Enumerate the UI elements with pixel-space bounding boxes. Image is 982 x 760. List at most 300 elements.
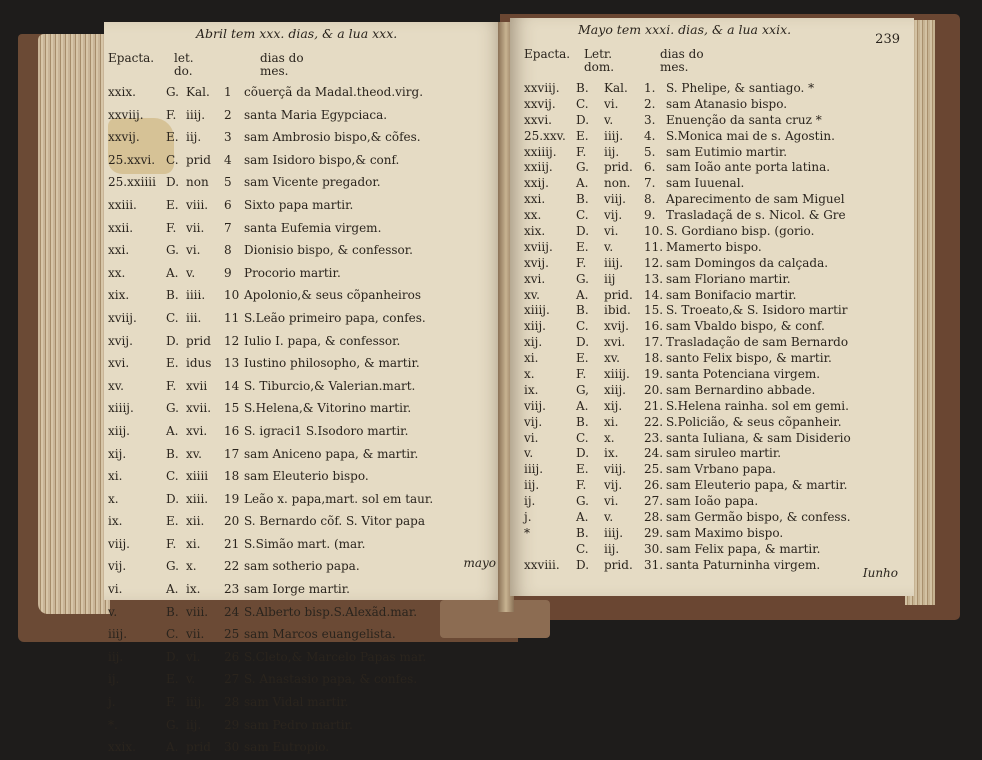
letter-cell: G, bbox=[576, 382, 589, 397]
epacta-cell: v. bbox=[108, 604, 118, 619]
day-number-cell: 19. bbox=[644, 367, 664, 382]
saint-cell: sam Domingos da calçada. bbox=[666, 255, 829, 270]
saint-cell: santa Iuliana, & sam Disiderio bbox=[666, 430, 851, 445]
roman-date-cell: viii. bbox=[186, 604, 209, 619]
day-number-cell: 17 bbox=[224, 446, 240, 461]
roman-date-cell: iiij. bbox=[604, 525, 624, 540]
day-number-cell: 18 bbox=[224, 469, 240, 484]
saint-cell: sam Aniceno papa, & martir. bbox=[244, 446, 419, 461]
calendar-row bbox=[510, 539, 914, 555]
roman-date-cell: iiij. bbox=[604, 128, 624, 143]
letter-cell: C. bbox=[576, 319, 589, 334]
calendar-row bbox=[104, 398, 506, 421]
epacta-cell: xxix. bbox=[108, 85, 136, 99]
calendar-row bbox=[104, 511, 506, 534]
day-number-cell: 26. bbox=[644, 478, 664, 493]
epacta-cell: ix. bbox=[108, 514, 123, 529]
letter-cell: B. bbox=[576, 81, 589, 95]
letter-cell: D. bbox=[576, 557, 590, 572]
saint-cell: Sixto papa martir. bbox=[244, 197, 354, 212]
right-page bbox=[510, 18, 914, 596]
day-number-cell: 5. bbox=[644, 144, 656, 159]
letter-cell: B. bbox=[166, 604, 179, 619]
day-number-cell: 10 bbox=[224, 288, 240, 303]
calendar-list-april bbox=[104, 82, 506, 760]
calendar-row bbox=[510, 475, 914, 491]
day-number-cell: 4. bbox=[644, 128, 656, 143]
calendar-row bbox=[510, 142, 914, 158]
roman-date-cell: xij. bbox=[604, 398, 623, 413]
calendar-row bbox=[510, 459, 914, 475]
epacta-cell: xxviij. bbox=[524, 81, 560, 95]
header-epacta: Epacta. bbox=[524, 47, 571, 61]
roman-date-cell: vij. bbox=[604, 208, 623, 223]
saint-cell: sam Bonifacio martir. bbox=[666, 287, 797, 302]
letter-cell: G. bbox=[166, 243, 179, 258]
calendar-row bbox=[510, 78, 914, 94]
letter-cell: C. bbox=[166, 152, 179, 167]
calendar-row bbox=[510, 316, 914, 332]
letter-cell: A. bbox=[576, 176, 589, 191]
calendar-row bbox=[510, 253, 914, 269]
letter-cell: D. bbox=[576, 335, 590, 350]
header-dias: dias do mes. bbox=[260, 51, 304, 78]
epacta-cell: vij. bbox=[524, 414, 543, 429]
epacta-cell: xij. bbox=[524, 335, 543, 350]
letter-cell: A. bbox=[166, 740, 179, 755]
epacta-cell: xxii. bbox=[108, 220, 134, 235]
epacta-cell: iiij. bbox=[524, 462, 544, 477]
roman-date-cell: vi. bbox=[604, 494, 619, 509]
roman-date-cell: vii. bbox=[186, 627, 205, 642]
day-number-cell: 28. bbox=[644, 510, 664, 525]
roman-date-cell: iii. bbox=[186, 310, 202, 325]
day-number-cell: 17. bbox=[644, 335, 664, 350]
day-number-cell: 14 bbox=[224, 378, 240, 393]
epacta-cell: xix. bbox=[108, 288, 130, 303]
letter-cell: E. bbox=[576, 462, 589, 477]
day-number-cell: 28 bbox=[224, 695, 240, 710]
saint-cell: Aparecimento de sam Miguel bbox=[666, 192, 845, 207]
calendar-row bbox=[510, 94, 914, 110]
saint-cell: sam Iorge martir. bbox=[244, 582, 350, 597]
saint-cell: sam Atanasio bispo. bbox=[666, 96, 788, 111]
epacta-cell: ix. bbox=[524, 382, 539, 397]
day-number-cell: 15 bbox=[224, 401, 240, 416]
epacta-cell: xxviij. bbox=[108, 107, 144, 122]
saint-cell: santa Maria Egypciaca. bbox=[244, 107, 388, 122]
letter-cell: G. bbox=[166, 85, 179, 99]
calendar-row bbox=[104, 150, 506, 173]
roman-date-cell: non bbox=[186, 175, 209, 190]
epacta-cell: xviij. bbox=[524, 239, 553, 254]
epacta-cell: xiiij. bbox=[524, 303, 550, 318]
saint-cell: sam Isidoro bispo,& conf. bbox=[244, 152, 400, 167]
letter-cell: D. bbox=[576, 446, 590, 461]
epacta-cell: xiiij. bbox=[108, 401, 134, 416]
letter-cell: B. bbox=[576, 525, 589, 540]
epacta-cell: xxix. bbox=[108, 740, 136, 755]
calendar-row bbox=[510, 269, 914, 285]
epacta-cell: xxiii. bbox=[108, 197, 137, 212]
roman-date-cell: vi. bbox=[604, 224, 619, 239]
calendar-row bbox=[104, 263, 506, 286]
calendar-row bbox=[510, 412, 914, 428]
calendar-row bbox=[104, 489, 506, 512]
calendar-row bbox=[510, 237, 914, 253]
saint-cell: sam Germão bispo, & confess. bbox=[666, 510, 851, 525]
epacta-cell: 25.xxv. bbox=[524, 128, 566, 143]
calendar-list-may bbox=[510, 78, 914, 571]
calendar-row bbox=[104, 331, 506, 354]
calendar-row bbox=[510, 523, 914, 539]
roman-date-cell: vij. bbox=[604, 478, 623, 493]
saint-cell: S. igraci1 S.Isodoro martir. bbox=[244, 423, 409, 438]
calendar-row bbox=[510, 300, 914, 316]
calendar-row bbox=[510, 110, 914, 126]
epacta-cell: xxij. bbox=[524, 176, 549, 191]
day-number-cell: 24. bbox=[644, 446, 664, 461]
epacta-cell: viij. bbox=[524, 398, 546, 413]
day-number-cell: 9 bbox=[224, 265, 232, 280]
saint-cell: S.Helena rainha. sol em gemi. bbox=[666, 398, 849, 413]
letter-cell: E. bbox=[576, 239, 589, 254]
day-number-cell: 8. bbox=[644, 192, 656, 207]
day-number-cell: 11 bbox=[224, 310, 240, 325]
letter-cell: B. bbox=[576, 414, 589, 429]
day-number-cell: 1. bbox=[644, 81, 656, 95]
saint-cell: S. Tiburcio,& Valerian.mart. bbox=[244, 378, 416, 393]
saint-cell: santa Paturninha virgem. bbox=[666, 557, 821, 572]
epacta-cell: iij. bbox=[108, 649, 124, 664]
roman-date-cell: x. bbox=[186, 559, 197, 574]
letter-cell: C. bbox=[576, 208, 589, 223]
epacta-cell: xxi. bbox=[108, 243, 130, 258]
saint-cell: sam Floriano martir. bbox=[666, 271, 791, 286]
roman-date-cell: xi. bbox=[604, 414, 619, 429]
calendar-row bbox=[510, 555, 914, 571]
roman-date-cell: v. bbox=[186, 672, 196, 687]
calendar-row bbox=[510, 332, 914, 348]
saint-cell: Enuenção da santa cruz * bbox=[666, 112, 822, 127]
roman-date-cell: ix. bbox=[604, 446, 619, 461]
calendar-row bbox=[510, 443, 914, 459]
page-title-may: Mayo tem xxxi. dias, & a lua xxix. bbox=[578, 22, 792, 37]
saint-cell: sam Iuuenal. bbox=[666, 176, 745, 191]
epacta-cell: xi. bbox=[524, 351, 539, 366]
epacta-cell: iiij. bbox=[108, 627, 128, 642]
roman-date-cell: iiij. bbox=[186, 107, 206, 122]
day-number-cell: 19 bbox=[224, 491, 240, 506]
epacta-cell: xvij. bbox=[108, 333, 133, 348]
calendar-row bbox=[104, 602, 506, 625]
calendar-row bbox=[104, 556, 506, 579]
roman-date-cell: prid bbox=[186, 152, 211, 167]
roman-date-cell: v. bbox=[604, 239, 614, 254]
roman-date-cell: vii. bbox=[186, 220, 205, 235]
epacta-cell: 25.xxvi. bbox=[108, 152, 156, 167]
roman-date-cell: idus bbox=[186, 356, 212, 371]
letter-cell: D. bbox=[576, 224, 590, 239]
epacta-cell: xxi. bbox=[524, 192, 546, 207]
day-number-cell: 7. bbox=[644, 176, 656, 191]
epacta-cell: xi. bbox=[108, 469, 123, 484]
calendar-row bbox=[104, 715, 506, 738]
calendar-row bbox=[510, 396, 914, 412]
epacta-cell: xij. bbox=[108, 446, 127, 461]
day-number-cell: 22. bbox=[644, 414, 664, 429]
epacta-cell: xx. bbox=[108, 265, 126, 280]
day-number-cell: 16 bbox=[224, 423, 240, 438]
header-letra: Letr. dom. bbox=[584, 47, 615, 74]
letter-cell: C. bbox=[166, 627, 179, 642]
roman-date-cell: xvi. bbox=[604, 335, 626, 350]
saint-cell: sam Eleuterio papa, & martir. bbox=[666, 478, 848, 493]
saint-cell: S.Policião, & seus cõpanheir. bbox=[666, 414, 842, 429]
epacta-cell: xxvij. bbox=[108, 130, 140, 145]
day-number-cell: 23. bbox=[644, 430, 664, 445]
epacta-cell: xix. bbox=[524, 224, 546, 239]
day-number-cell: 15. bbox=[644, 303, 664, 318]
saint-cell: S.Helena,& Vitorino martir. bbox=[244, 401, 412, 416]
day-number-cell: 4 bbox=[224, 152, 232, 167]
day-number-cell: 22 bbox=[224, 559, 240, 574]
letter-cell: C. bbox=[576, 96, 589, 111]
roman-date-cell: iij bbox=[604, 271, 616, 286]
epacta-cell: v. bbox=[524, 446, 534, 461]
saint-cell: Trasladaçã de s. Nicol. & Gre bbox=[666, 208, 846, 223]
epacta-cell: 25.xxiiii bbox=[108, 175, 156, 190]
letter-cell: C. bbox=[166, 310, 179, 325]
roman-date-cell: xiii. bbox=[186, 491, 209, 506]
calendar-row bbox=[104, 308, 506, 331]
epacta-cell: j. bbox=[524, 510, 532, 525]
epacta-cell: xiij. bbox=[108, 423, 130, 438]
day-number-cell: 2. bbox=[644, 96, 656, 111]
epacta-cell: xvi. bbox=[108, 356, 130, 371]
calendar-row bbox=[104, 737, 506, 760]
epacta-cell: * bbox=[524, 525, 530, 540]
letter-cell: E. bbox=[166, 356, 179, 371]
letter-cell: G. bbox=[576, 494, 589, 509]
day-number-cell: 26 bbox=[224, 649, 240, 664]
roman-date-cell: viii. bbox=[186, 197, 209, 212]
roman-date-cell: ibid. bbox=[604, 303, 631, 318]
letter-cell: F. bbox=[576, 478, 587, 493]
epacta-cell: xviij. bbox=[108, 310, 137, 325]
calendar-row bbox=[510, 507, 914, 523]
roman-date-cell: iiii. bbox=[186, 288, 206, 303]
roman-date-cell: v. bbox=[604, 510, 614, 525]
calendar-row bbox=[104, 240, 506, 263]
letter-cell: G. bbox=[166, 401, 179, 416]
roman-date-cell: xiiij. bbox=[604, 367, 630, 382]
saint-cell: sam Maximo bispo. bbox=[666, 525, 784, 540]
saint-cell: Leão x. papa,mart. sol em taur. bbox=[244, 491, 434, 506]
letter-cell: G. bbox=[166, 717, 179, 732]
calendar-row bbox=[510, 205, 914, 221]
roman-date-cell: non. bbox=[604, 176, 631, 191]
epacta-cell: vij. bbox=[108, 559, 127, 574]
day-number-cell: 8 bbox=[224, 243, 232, 258]
saint-cell: S.Cleto,& Marcelo Papas mar. bbox=[244, 649, 427, 664]
day-number-cell: 13 bbox=[224, 356, 240, 371]
saint-cell: santa Potenciana virgem. bbox=[666, 367, 821, 382]
epacta-cell: x. bbox=[524, 367, 535, 382]
day-number-cell: 24 bbox=[224, 604, 240, 619]
letter-cell: D. bbox=[166, 649, 180, 664]
catchword: Iunho bbox=[862, 566, 898, 580]
letter-cell: F. bbox=[166, 378, 177, 393]
letter-cell: E. bbox=[576, 128, 589, 143]
letter-cell: E. bbox=[166, 672, 179, 687]
day-number-cell: 20. bbox=[644, 382, 664, 397]
day-number-cell: 1 bbox=[224, 85, 232, 99]
calendar-row bbox=[510, 157, 914, 173]
epacta-cell: ij. bbox=[524, 494, 536, 509]
saint-cell: santo Felix bispo, & martir. bbox=[666, 351, 832, 366]
day-number-cell: 9. bbox=[644, 208, 656, 223]
epacta-cell: xvi. bbox=[524, 271, 546, 286]
day-number-cell: 12. bbox=[644, 255, 664, 270]
saint-cell: sam Ioão papa. bbox=[666, 494, 759, 509]
roman-date-cell: xvii. bbox=[186, 401, 212, 416]
day-number-cell: 11. bbox=[644, 239, 664, 254]
calendar-row bbox=[510, 380, 914, 396]
calendar-row bbox=[510, 364, 914, 380]
page-title-april: Abril tem xxx. dias, & a lua xxx. bbox=[196, 26, 398, 41]
letter-cell: B. bbox=[576, 303, 589, 318]
day-number-cell: 29 bbox=[224, 717, 240, 732]
roman-date-cell: prid. bbox=[604, 160, 633, 175]
roman-date-cell: iij. bbox=[604, 144, 620, 159]
saint-cell: sam Ioão ante porta latina. bbox=[666, 160, 831, 175]
roman-date-cell: vi. bbox=[186, 243, 201, 258]
epacta-cell: vi. bbox=[108, 582, 123, 597]
letter-cell: E. bbox=[166, 197, 179, 212]
header-epacta: Epacta. bbox=[108, 51, 155, 65]
epacta-cell: iij. bbox=[524, 478, 540, 493]
saint-cell: sam Bernardino abbade. bbox=[666, 382, 816, 397]
roman-date-cell: v. bbox=[186, 265, 196, 280]
saint-cell: sam Felix papa, & martir. bbox=[666, 541, 821, 556]
roman-date-cell: prid bbox=[186, 740, 211, 755]
roman-date-cell: iiij. bbox=[186, 695, 206, 710]
day-number-cell: 6. bbox=[644, 160, 656, 175]
epacta-cell: xxiiij. bbox=[524, 144, 557, 159]
calendar-row bbox=[104, 105, 506, 128]
epacta-cell: j. bbox=[108, 695, 116, 710]
calendar-row bbox=[104, 376, 506, 399]
calendar-row bbox=[104, 421, 506, 444]
roman-date-cell: xv. bbox=[604, 351, 620, 366]
saint-cell: sam Marcos euangelista. bbox=[244, 627, 396, 642]
roman-date-cell: xvii bbox=[186, 378, 208, 393]
roman-date-cell: vi. bbox=[186, 649, 201, 664]
letter-cell: E. bbox=[166, 130, 179, 145]
roman-date-cell: xiij. bbox=[604, 382, 626, 397]
letter-cell: E. bbox=[576, 351, 589, 366]
day-number-cell: 20 bbox=[224, 514, 240, 529]
day-number-cell: 27 bbox=[224, 672, 240, 687]
saint-cell: Iustino philosopho, & martir. bbox=[244, 356, 420, 371]
day-number-cell: 3. bbox=[644, 112, 656, 127]
calendar-row bbox=[104, 127, 506, 150]
letter-cell: F. bbox=[166, 220, 177, 235]
roman-date-cell: xiiii bbox=[186, 469, 209, 484]
day-number-cell: 25. bbox=[644, 462, 664, 477]
letter-cell: F. bbox=[576, 144, 587, 159]
saint-cell: sam Pedro martir. bbox=[244, 717, 353, 732]
roman-date-cell: vi. bbox=[604, 96, 619, 111]
letter-cell: F. bbox=[166, 695, 177, 710]
roman-date-cell: prid bbox=[186, 333, 211, 348]
day-number-cell: 30 bbox=[224, 740, 240, 755]
letter-cell: B. bbox=[576, 192, 589, 207]
saint-cell: S.Simão mart. (mar. bbox=[244, 536, 366, 551]
roman-date-cell: ix. bbox=[186, 582, 201, 597]
calendar-row bbox=[104, 624, 506, 647]
saint-cell: sam Vbaldo bispo, & conf. bbox=[666, 319, 825, 334]
letter-cell: D. bbox=[576, 112, 590, 127]
left-page bbox=[104, 22, 506, 755]
letter-cell: E. bbox=[166, 514, 179, 529]
saint-cell: S.Monica mai de s. Agostin. bbox=[666, 128, 835, 143]
letter-cell: D. bbox=[166, 175, 180, 190]
roman-date-cell: xii. bbox=[186, 514, 205, 529]
day-number-cell: 21 bbox=[224, 536, 240, 551]
saint-cell: Iulio I. papa, & confessor. bbox=[244, 333, 401, 348]
saint-cell: S. Anastasio papa, & confes. bbox=[244, 672, 418, 687]
header-dias: dias do mes. bbox=[660, 47, 704, 74]
calendar-row bbox=[104, 669, 506, 692]
day-number-cell: 7 bbox=[224, 220, 232, 235]
calendar-row bbox=[510, 348, 914, 364]
letter-cell: C. bbox=[166, 469, 179, 484]
calendar-row bbox=[510, 189, 914, 205]
letter-cell: F. bbox=[166, 536, 177, 551]
letter-cell: C. bbox=[576, 541, 589, 556]
letter-cell: A. bbox=[166, 423, 179, 438]
calendar-row bbox=[104, 579, 506, 602]
calendar-row bbox=[510, 428, 914, 444]
roman-date-cell: Kal. bbox=[186, 85, 210, 99]
letter-cell: G. bbox=[576, 160, 589, 175]
roman-date-cell: xvij. bbox=[604, 319, 629, 334]
roman-date-cell: v. bbox=[604, 112, 614, 127]
saint-cell: sam Vrbano papa. bbox=[666, 462, 776, 477]
epacta-cell: ij. bbox=[108, 672, 120, 687]
saint-cell: sam Eutropio. bbox=[244, 740, 330, 755]
letter-cell: G. bbox=[576, 271, 589, 286]
calendar-row bbox=[104, 466, 506, 489]
roman-date-cell: iiij. bbox=[604, 255, 624, 270]
saint-cell: sam Ambrosio bispo,& cõfes. bbox=[244, 130, 421, 145]
epacta-cell: viij. bbox=[108, 536, 130, 551]
roman-date-cell: x. bbox=[604, 430, 615, 445]
day-number-cell: 3 bbox=[224, 130, 232, 145]
epacta-cell: xvij. bbox=[524, 255, 549, 270]
epacta-cell: xxvi. bbox=[524, 112, 552, 127]
saint-cell: S. Gordiano bisp. (gorio. bbox=[666, 224, 815, 239]
letter-cell: F. bbox=[576, 255, 587, 270]
day-number-cell: 2 bbox=[224, 107, 232, 122]
page-edges-left bbox=[38, 34, 110, 614]
letter-cell: C. bbox=[576, 430, 589, 445]
roman-date-cell: viij. bbox=[604, 462, 626, 477]
calendar-row bbox=[510, 221, 914, 237]
day-number-cell: 16. bbox=[644, 319, 664, 334]
